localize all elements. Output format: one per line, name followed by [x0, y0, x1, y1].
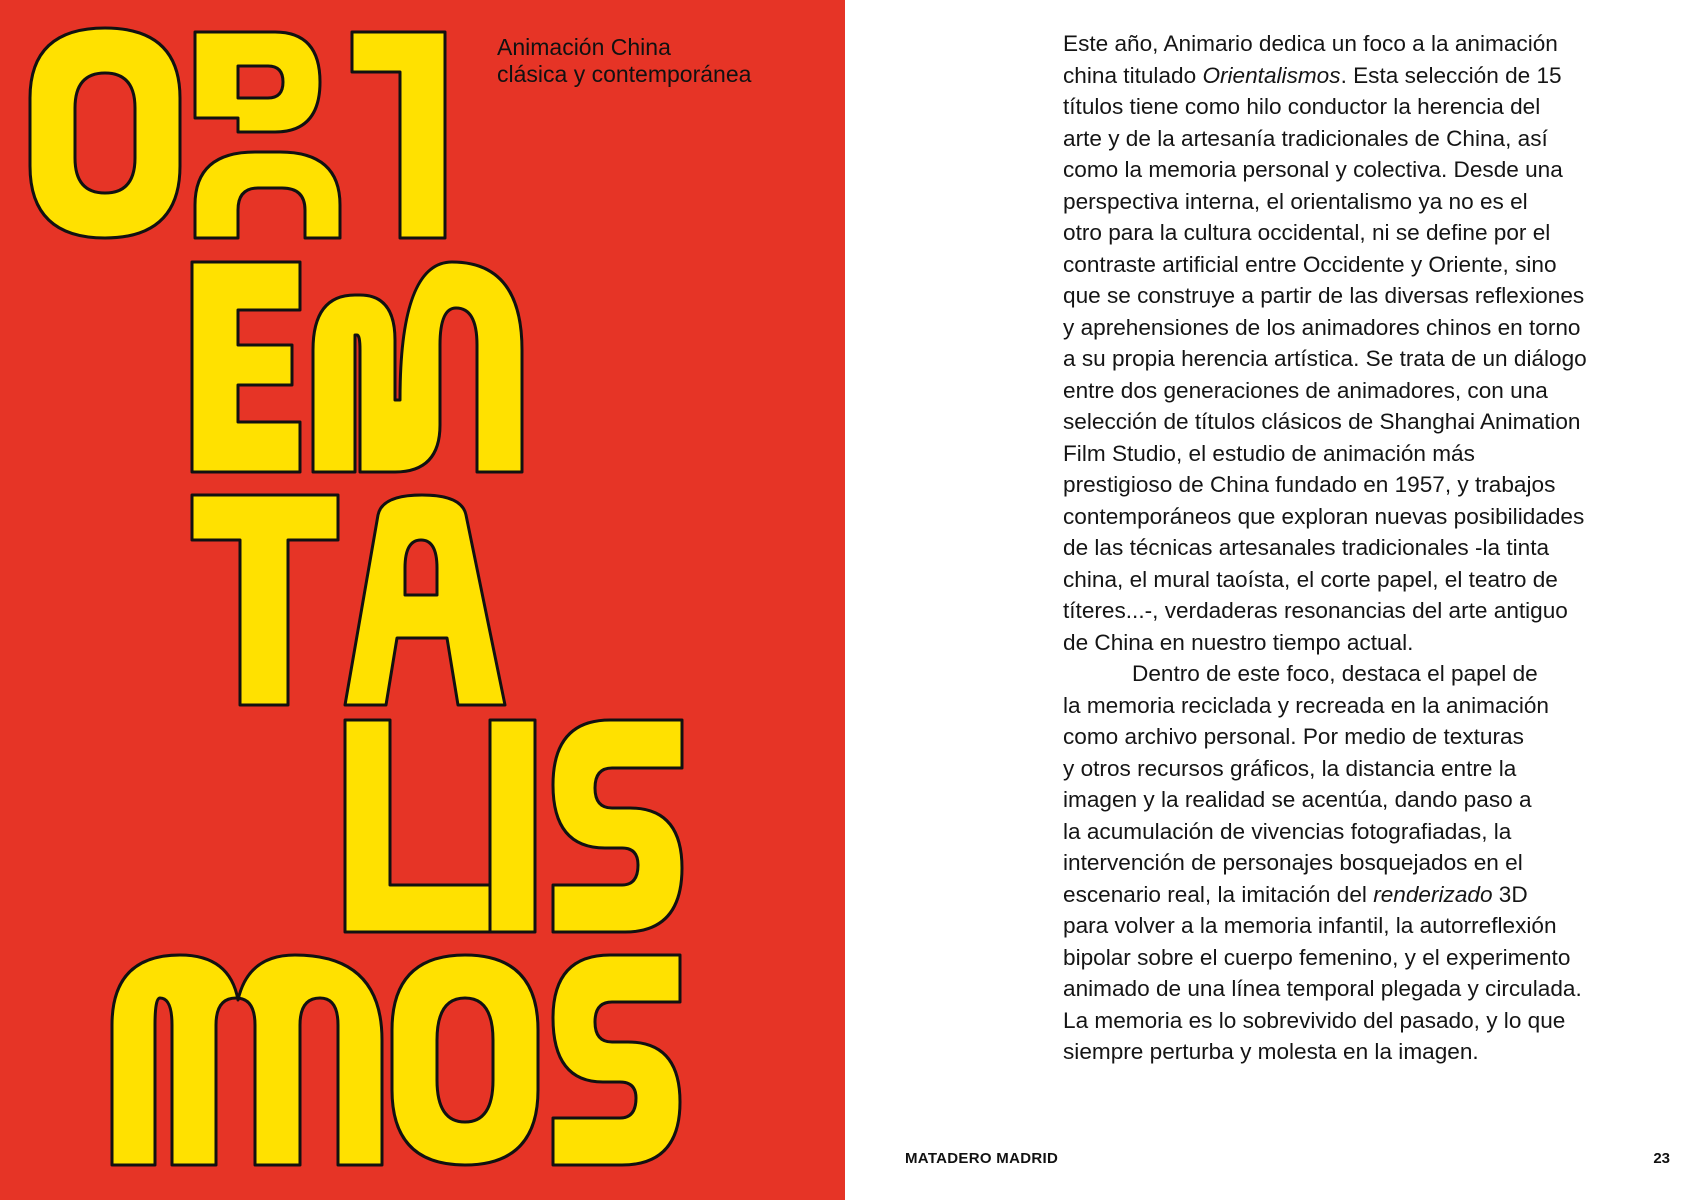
text-line: perspectiva interna, el orientalismo ya no es el [1063, 188, 1528, 214]
text-line: para volver a la memoria infantil, la autorreflexión [1063, 913, 1557, 938]
subtitle-line: Animación China [497, 34, 671, 60]
text-line: intervención de personajes bosquejados en el [1063, 850, 1523, 875]
text-line: La memoria es lo sobrevivido del pasado, y lo que [1063, 1007, 1566, 1033]
text-line: la acumulación de vivencias fotografiadas, la [1063, 818, 1512, 844]
text-line: escenario real, la imitación del renderizado 3D [1063, 881, 1528, 907]
text-line: a su propia herencia artística. Se trata de un diálogo [1063, 346, 1587, 371]
text-line: títulos tiene como hilo conductor la herencia del [1063, 94, 1541, 119]
italic-term: Orientalismos [1202, 62, 1341, 88]
text-line: prestigioso de China fundado en 1957, y trabajos [1063, 472, 1556, 497]
title-letter [553, 955, 680, 1165]
text-line: siempre perturba y molesta en la imagen. [1063, 1039, 1479, 1064]
text-line: Este año, Animario dedica un foco a la animación [1063, 31, 1558, 56]
left-page-cover [0, 0, 845, 1200]
title-artwork [0, 0, 845, 1200]
text-line: otro para la cultura occidental, ni se define por el [1063, 220, 1551, 245]
text-line: que se construye a partir de las diversas reflexiones [1063, 283, 1585, 308]
footer-venue: MATADERO MADRID [905, 1150, 1059, 1167]
text-line: Film Studio, el estudio de animación más [1063, 440, 1475, 466]
text-line: animado de una línea temporal plegada y circulada. [1063, 976, 1582, 1001]
title-letter [192, 262, 300, 472]
text-line: imagen y la realidad se acentúa, dando paso a [1063, 787, 1532, 812]
text-line: de las técnicas artesanales tradicionales -la tinta [1063, 535, 1550, 560]
text-line: selección de títulos clásicos de Shanghai Animation [1063, 409, 1581, 434]
title-letter [195, 152, 340, 238]
text-line: bipolar sobre el cuerpo femenino, y el experimento [1063, 944, 1571, 970]
title-letter [345, 495, 505, 705]
page-number: 23 [1653, 1150, 1670, 1167]
cover-subtitle [497, 34, 827, 88]
title-letter [30, 28, 180, 238]
text-line: china titulado Orientalismos. Esta selección de 15 [1063, 62, 1562, 88]
title-letter [195, 32, 320, 132]
title-letter [352, 32, 445, 238]
title-letter [192, 495, 338, 705]
title-word-orientalismos [30, 28, 682, 1165]
text-line: china, el mural taoísta, el corte papel, el teatro de [1063, 566, 1558, 592]
text-line: títeres...-, verdaderas resonancias del arte antiguo [1063, 598, 1568, 623]
text-line: contraste artificial entre Occidente y Oriente, sino [1063, 251, 1557, 277]
subtitle-line: clásica y contemporánea [497, 61, 752, 87]
text-line: arte y de la artesanía tradicionales de China, así [1063, 125, 1548, 151]
italic-term: renderizado [1373, 881, 1493, 907]
text-line: Dentro de este foco, destaca el papel de [1132, 661, 1538, 686]
text-line: la memoria reciclada y recreada en la animación [1063, 692, 1549, 718]
title-letter [392, 955, 538, 1165]
text-line: entre dos generaciones de animadores, con una [1063, 377, 1548, 403]
text-line: y aprehensiones de los animadores chinos en torno [1063, 314, 1581, 340]
title-letter [553, 720, 682, 932]
article-body [1063, 28, 1671, 1068]
text-line: como archivo personal. Por medio de texturas [1063, 724, 1524, 749]
text-line: de China en nuestro tiempo actual. [1063, 629, 1414, 655]
title-letter [490, 720, 535, 932]
text-line: como la memoria personal y colectiva. Desde una [1063, 157, 1563, 182]
text-line: contemporáneos que exploran nuevas posibilidades [1063, 503, 1585, 529]
text-line: y otros recursos gráficos, la distancia entre la [1063, 755, 1517, 781]
title-letter [112, 955, 382, 1165]
title-letter [313, 262, 522, 472]
